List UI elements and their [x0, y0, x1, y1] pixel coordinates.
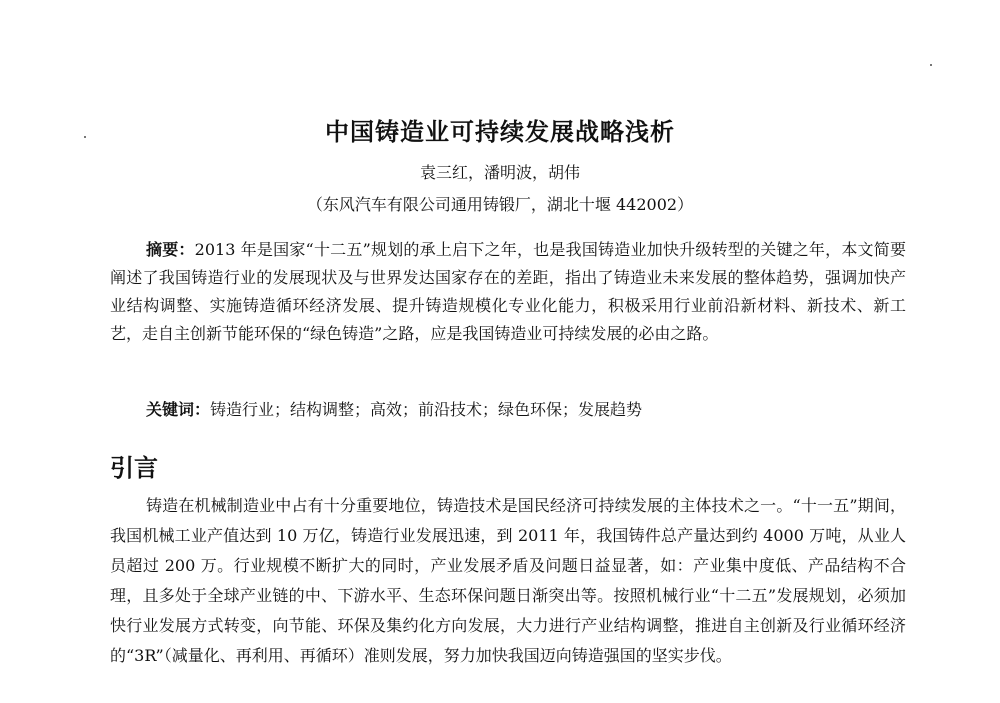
keywords-line: [146, 396, 906, 424]
scan-speck: [84, 136, 86, 138]
abstract-paragraph: [110, 236, 906, 348]
introduction-paragraph: 铸造在机械制造业中占有十分重要地位，铸造技术是国民经济可持续发展的主体技术之一。“十一五”期间，我国机械工业产值达到 10 万亿，铸造行业发展迅速，到 2011 年，我国铸件总产量达到约 4000 万吨，从业人员超过 200 万。行业规模不断扩大的同时，产业发展矛盾及问题日益显著，如：产业集中度低、产品结构不合理，且多处于全球产业链的中、下游水平、生态环保问题日渐突出等。按照机械行业“十二五”发展规划，必须加快行业发展方式转变，向节能、环保及集约化方向发展，大力进行产业结构调整，推进自主创新及行业循环经济的“3R”（减量化、再利用、再循环）准则发展，努力加快我国迈向铸造强国的坚实步伐。: [110, 496, 906, 665]
keywords-text: 铸造行业；结构调整；高效；前沿技术；绿色环保；发展趋势: [210, 400, 643, 419]
keywords-label: 关键词：: [146, 400, 211, 419]
section-heading-introduction: 引言: [110, 454, 158, 482]
affiliation: （东风汽车有限公司通用铸锻厂，湖北十堰 442002）: [306, 195, 694, 214]
author-list: 袁三红，潘明波，胡伟: [419, 163, 580, 182]
abstract-text: 2013 年是国家“十二五”规划的承上启下之年，也是我国铸造业加快升级转型的关键之年，本文简要阐述了我国铸造行业的发展现状及与世界发达国家存在的差距，指出了铸造业未来发展的整体趋势，强调加快产业结构调整、实施铸造循环经济发展、提升铸造规模化专业化能力，积极采用行业前沿新材料、新技术、新工艺，走自主创新节能环保的“绿色铸造”之路，应是我国铸造业可持续发展的必由之路。: [110, 240, 906, 343]
abstract-label: 摘要：: [146, 240, 195, 259]
scan-speck: [930, 64, 932, 66]
paper-title: 中国铸造业可持续发展战略浅析: [325, 118, 675, 146]
